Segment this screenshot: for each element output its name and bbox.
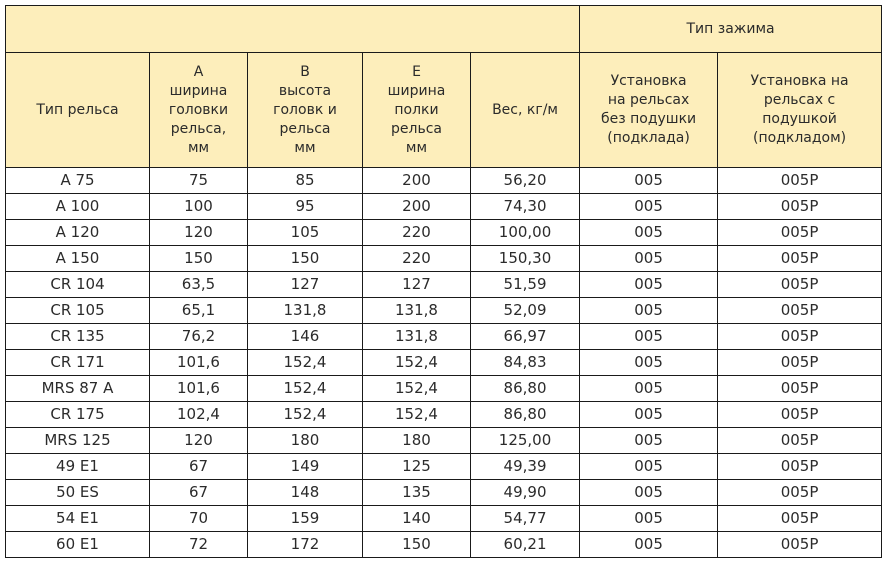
cell-a: 101,6 xyxy=(150,376,248,402)
table-row xyxy=(6,272,882,298)
cell-weight: 86,80 xyxy=(471,376,580,402)
cell-weight: 150,30 xyxy=(471,246,580,272)
table-row xyxy=(6,428,882,454)
cell-b: 105 xyxy=(248,220,363,246)
cell-a: 67 xyxy=(150,454,248,480)
cell-b: 146 xyxy=(248,324,363,350)
header-clamp-type: Тип зажима xyxy=(580,6,882,53)
header-blank-cell xyxy=(6,6,580,53)
cell-clamp-no-pad: 005 xyxy=(580,220,718,246)
cell-rail-type: CR 175 xyxy=(6,402,150,428)
rail-clamp-table xyxy=(5,5,882,558)
col-header-a-head-width: A ширина головки рельса, мм xyxy=(150,53,248,168)
cell-b: 127 xyxy=(248,272,363,298)
table-row xyxy=(6,298,882,324)
cell-b: 149 xyxy=(248,454,363,480)
cell-clamp-with-pad: 005P xyxy=(718,480,882,506)
cell-a: 70 xyxy=(150,506,248,532)
cell-clamp-with-pad: 005P xyxy=(718,272,882,298)
cell-clamp-no-pad: 005 xyxy=(580,480,718,506)
cell-rail-type: A 150 xyxy=(6,246,150,272)
cell-b: 150 xyxy=(248,246,363,272)
cell-clamp-no-pad: 005 xyxy=(580,298,718,324)
cell-weight: 125,00 xyxy=(471,428,580,454)
table-row xyxy=(6,402,882,428)
cell-e: 200 xyxy=(363,168,471,194)
header-row-top xyxy=(6,6,882,53)
table-row xyxy=(6,168,882,194)
table-row xyxy=(6,220,882,246)
cell-clamp-with-pad: 005P xyxy=(718,454,882,480)
cell-b: 85 xyxy=(248,168,363,194)
cell-clamp-no-pad: 005 xyxy=(580,168,718,194)
col-header-e-foot-width: E ширина полки рельса мм xyxy=(363,53,471,168)
cell-b: 152,4 xyxy=(248,402,363,428)
col-header-with-pad: Установка на рельсах с подушкой (подкладом) xyxy=(718,53,882,168)
cell-b: 148 xyxy=(248,480,363,506)
table-row xyxy=(6,480,882,506)
cell-b: 95 xyxy=(248,194,363,220)
cell-clamp-no-pad: 005 xyxy=(580,454,718,480)
cell-e: 220 xyxy=(363,246,471,272)
cell-a: 75 xyxy=(150,168,248,194)
cell-rail-type: MRS 125 xyxy=(6,428,150,454)
cell-rail-type: A 120 xyxy=(6,220,150,246)
cell-e: 135 xyxy=(363,480,471,506)
cell-clamp-with-pad: 005P xyxy=(718,298,882,324)
cell-a: 120 xyxy=(150,220,248,246)
header-row-columns xyxy=(6,53,882,168)
cell-b: 152,4 xyxy=(248,350,363,376)
cell-clamp-with-pad: 005P xyxy=(718,532,882,558)
col-header-without-pad: Установка на рельсах без подушки (подклада) xyxy=(580,53,718,168)
cell-e: 200 xyxy=(363,194,471,220)
cell-clamp-with-pad: 005P xyxy=(718,220,882,246)
table-row xyxy=(6,454,882,480)
cell-clamp-no-pad: 005 xyxy=(580,506,718,532)
cell-e: 220 xyxy=(363,220,471,246)
cell-clamp-no-pad: 005 xyxy=(580,246,718,272)
cell-weight: 84,83 xyxy=(471,350,580,376)
cell-rail-type: CR 105 xyxy=(6,298,150,324)
cell-a: 63,5 xyxy=(150,272,248,298)
cell-clamp-with-pad: 005P xyxy=(718,402,882,428)
cell-rail-type: MRS 87 A xyxy=(6,376,150,402)
cell-b: 159 xyxy=(248,506,363,532)
cell-clamp-with-pad: 005P xyxy=(718,168,882,194)
cell-e: 125 xyxy=(363,454,471,480)
cell-clamp-no-pad: 005 xyxy=(580,532,718,558)
cell-rail-type: 60 E1 xyxy=(6,532,150,558)
cell-clamp-with-pad: 005P xyxy=(718,246,882,272)
cell-rail-type: CR 135 xyxy=(6,324,150,350)
cell-e: 180 xyxy=(363,428,471,454)
cell-a: 101,6 xyxy=(150,350,248,376)
cell-clamp-with-pad: 005P xyxy=(718,350,882,376)
cell-clamp-no-pad: 005 xyxy=(580,376,718,402)
cell-a: 76,2 xyxy=(150,324,248,350)
cell-e: 140 xyxy=(363,506,471,532)
cell-b: 131,8 xyxy=(248,298,363,324)
cell-clamp-with-pad: 005P xyxy=(718,428,882,454)
cell-clamp-no-pad: 005 xyxy=(580,194,718,220)
table-row xyxy=(6,350,882,376)
cell-weight: 54,77 xyxy=(471,506,580,532)
cell-weight: 100,00 xyxy=(471,220,580,246)
cell-a: 102,4 xyxy=(150,402,248,428)
cell-weight: 49,90 xyxy=(471,480,580,506)
cell-clamp-no-pad: 005 xyxy=(580,350,718,376)
cell-e: 131,8 xyxy=(363,298,471,324)
table-row xyxy=(6,532,882,558)
table-row xyxy=(6,324,882,350)
cell-weight: 51,59 xyxy=(471,272,580,298)
cell-clamp-no-pad: 005 xyxy=(580,324,718,350)
cell-weight: 66,97 xyxy=(471,324,580,350)
cell-clamp-with-pad: 005P xyxy=(718,194,882,220)
table-row xyxy=(6,506,882,532)
cell-b: 172 xyxy=(248,532,363,558)
cell-a: 150 xyxy=(150,246,248,272)
cell-a: 72 xyxy=(150,532,248,558)
cell-rail-type: 54 E1 xyxy=(6,506,150,532)
cell-a: 120 xyxy=(150,428,248,454)
cell-e: 152,4 xyxy=(363,376,471,402)
cell-e: 152,4 xyxy=(363,402,471,428)
cell-e: 152,4 xyxy=(363,350,471,376)
cell-a: 65,1 xyxy=(150,298,248,324)
cell-weight: 56,20 xyxy=(471,168,580,194)
col-header-weight: Вес, кг/м xyxy=(471,53,580,168)
cell-rail-type: CR 171 xyxy=(6,350,150,376)
cell-e: 131,8 xyxy=(363,324,471,350)
col-header-b-head-height: B высота головк и рельса мм xyxy=(248,53,363,168)
cell-weight: 49,39 xyxy=(471,454,580,480)
cell-weight: 52,09 xyxy=(471,298,580,324)
cell-e: 127 xyxy=(363,272,471,298)
cell-b: 180 xyxy=(248,428,363,454)
col-header-rail-type: Тип рельса xyxy=(6,53,150,168)
cell-rail-type: 49 E1 xyxy=(6,454,150,480)
cell-clamp-no-pad: 005 xyxy=(580,402,718,428)
table-row xyxy=(6,376,882,402)
table-row xyxy=(6,194,882,220)
cell-clamp-with-pad: 005P xyxy=(718,506,882,532)
cell-weight: 74,30 xyxy=(471,194,580,220)
cell-clamp-with-pad: 005P xyxy=(718,324,882,350)
cell-clamp-no-pad: 005 xyxy=(580,272,718,298)
cell-clamp-no-pad: 005 xyxy=(580,428,718,454)
cell-a: 100 xyxy=(150,194,248,220)
cell-rail-type: CR 104 xyxy=(6,272,150,298)
table-row xyxy=(6,246,882,272)
cell-b: 152,4 xyxy=(248,376,363,402)
cell-rail-type: A 100 xyxy=(6,194,150,220)
cell-a: 67 xyxy=(150,480,248,506)
cell-clamp-with-pad: 005P xyxy=(718,376,882,402)
cell-e: 150 xyxy=(363,532,471,558)
cell-weight: 86,80 xyxy=(471,402,580,428)
cell-rail-type: 50 ES xyxy=(6,480,150,506)
cell-weight: 60,21 xyxy=(471,532,580,558)
cell-rail-type: A 75 xyxy=(6,168,150,194)
